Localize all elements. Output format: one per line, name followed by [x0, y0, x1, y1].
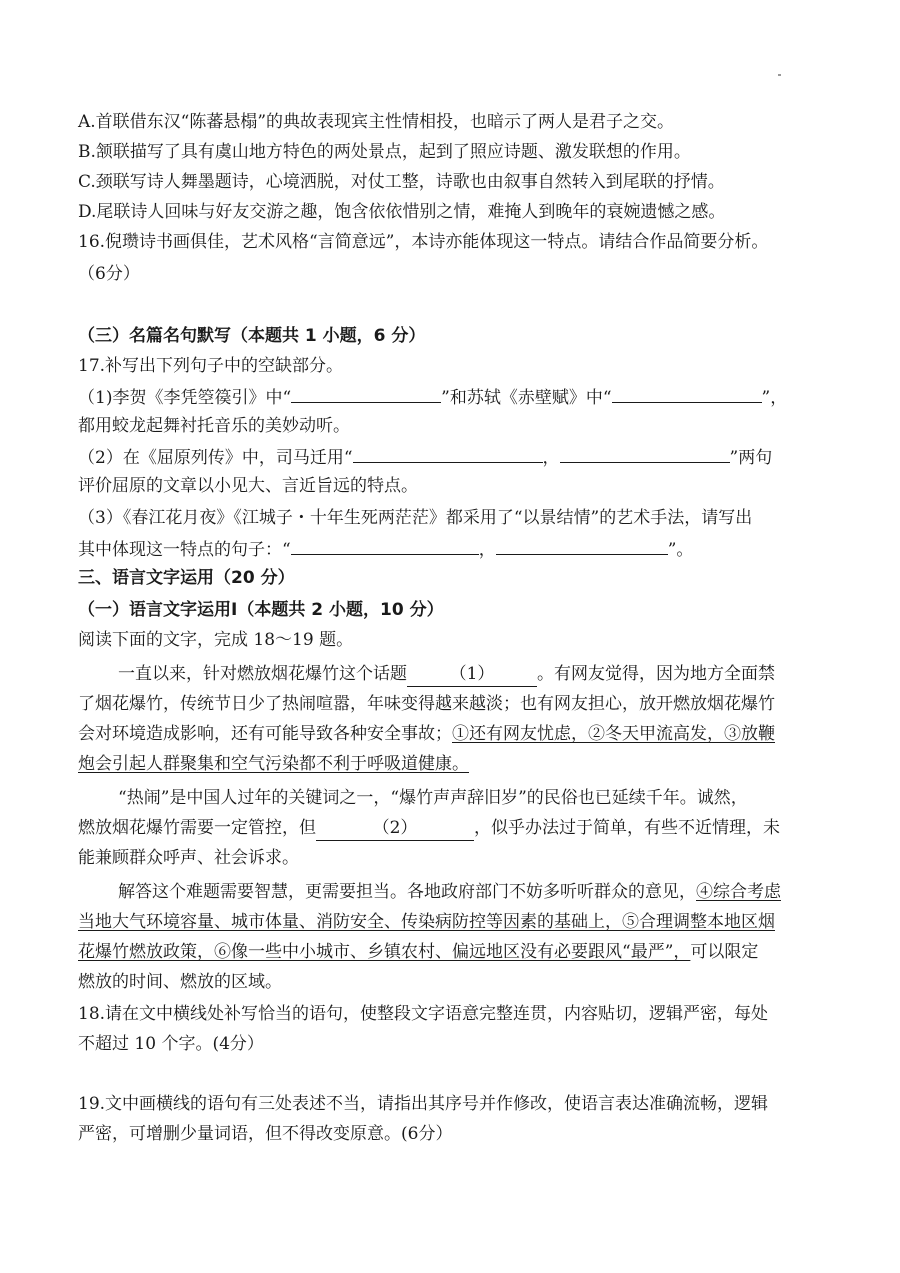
- q17-2-text-c: ”两句: [729, 448, 773, 468]
- option-d: D.尾联诗人回味与好友交游之趣，饱含依依惜别之情，难掩人到晚年的衰婉遗憾之感。: [78, 202, 726, 222]
- underlined-sentence: ①还有网友忧虑，②冬天甲流高发，③放鞭: [452, 724, 775, 744]
- q17-1-text-b: ”和苏轼《赤壁赋》中“: [441, 388, 612, 408]
- q17-2-text-a: （2）在《屈原列传》中，司马迁用“: [78, 448, 353, 468]
- passage-line: 能兼顾群众呼声、社会诉求。: [78, 848, 299, 868]
- passage-line: [118, 662, 863, 687]
- passage-line: [78, 752, 823, 776]
- answer-blank[interactable]: [291, 536, 479, 555]
- q17-1-text-c: ”，: [761, 388, 788, 408]
- passage-line: [118, 880, 863, 904]
- blank-2[interactable]: （2）: [316, 816, 474, 841]
- q17-3-text-d: ”。: [667, 540, 694, 560]
- answer-blank[interactable]: [353, 444, 543, 463]
- passage-text: 燃放烟花爆竹需要一定管控，但: [78, 818, 316, 838]
- question-17-item-3: （3）《春江花月夜》《江城子・十年生死两茫茫》都采用了“以景结情”的艺术手法，请写出: [78, 508, 753, 528]
- section-language-heading: 三、语言文字运用（20 分）: [78, 568, 295, 588]
- question-16-score: （6分）: [78, 264, 140, 284]
- passage-text: 会对环境造成影响，还有可能导致各种安全事故；: [78, 724, 452, 744]
- passage-line: [78, 722, 823, 746]
- question-18: 18.请在文中横线处补写恰当的语句，使整段文字语意完整连贯，内容贴切，逻辑严密，每处: [78, 1004, 769, 1024]
- question-16: 16.倪瓒诗书画俱佳，艺术风格“言简意远”，本诗亦能体现这一特点。请结合作品简要分析。: [78, 232, 769, 252]
- passage-text: 解答这个难题需要智慧，更需要担当。各地政府部门不妨多听听群众的意见，: [118, 882, 696, 902]
- question-17-item-3-cont: [78, 536, 823, 562]
- q17-3-text-c: ，: [478, 540, 496, 560]
- q17-3-text-b: 其中体现这一特点的句子：“: [78, 540, 291, 560]
- scan-dot: [778, 74, 781, 76]
- option-a: A.首联借东汉“陈蕃悬榻”的典故表现宾主性情相投，也暗示了两人是君子之交。: [78, 112, 675, 132]
- passage-text: 可以限定: [690, 942, 759, 962]
- section-recitation-heading: （三）名篇名句默写（本题共 1 小题，6 分）: [78, 326, 426, 346]
- section-language-1-heading: （一）语言文字运用Ⅰ（本题共 2 小题，10 分）: [78, 600, 444, 620]
- answer-blank[interactable]: [612, 384, 762, 403]
- passage-line: [78, 910, 823, 934]
- underlined-sentence: 炮会引起人群聚集和空气污染都不利于呼吸道健康。: [78, 754, 469, 774]
- answer-blank[interactable]: [496, 536, 668, 555]
- question-17-item-2-cont: 评价屈原的文章以小见大、言近旨远的特点。: [78, 476, 418, 496]
- passage-line: [78, 816, 823, 841]
- question-19-cont: 严密，可增删少量词语，但不得改变原意。(6分）: [78, 1124, 453, 1144]
- question-17-item-1: [78, 384, 823, 410]
- question-17-item-1-cont: 都用蛟龙起舞衬托音乐的美妙动听。: [78, 416, 350, 436]
- q17-2-text-b: ，: [542, 448, 560, 468]
- passage-line: “热闹”是中国人过年的关键词之一，“爆竹声声辞旧岁”的民俗也已延续千年。诚然，: [118, 788, 748, 808]
- passage-text: 一直以来，针对燃放烟花爆竹这个话题: [118, 664, 407, 684]
- underlined-sentence: ④综合考虑: [696, 882, 781, 902]
- question-18-cont: 不超过 10 个字。(4分）: [78, 1034, 264, 1054]
- blank-1[interactable]: （1）: [407, 662, 537, 687]
- reading-intro: 阅读下面的文字，完成 18～19 题。: [78, 630, 354, 650]
- underlined-sentence: 当地大气环境容量、城市体量、消防安全、传染病防控等因素的基础上，⑤合理调整本地区烟: [78, 912, 775, 932]
- option-c: C.颈联写诗人舞墨题诗，心境洒脱，对仗工整，诗歌也由叙事自然转入到尾联的抒情。: [78, 172, 725, 192]
- question-17-item-2: [78, 444, 823, 470]
- passage-line: 燃放的时间、燃放的区域。: [78, 972, 282, 992]
- answer-blank[interactable]: [560, 444, 730, 463]
- passage-line: 了烟花爆竹，传统节日少了热闹喧嚣，年味变得越来越淡；也有网友担心，放开燃放烟花爆竹: [78, 694, 775, 714]
- passage-text: 。有网友觉得，因为地方全面禁: [537, 664, 775, 684]
- answer-blank[interactable]: [291, 384, 441, 403]
- question-19: 19.文中画横线的语句有三处表述不当，请指出其序号并作修改，使语言表达准确流畅，逻辑: [78, 1094, 769, 1114]
- option-b: B.颔联描写了具有虞山地方特色的两处景点，起到了照应诗题、激发联想的作用。: [78, 142, 691, 162]
- q17-1-text-a: （1)李贺《李凭箜篌引》中“: [78, 388, 292, 408]
- passage-text: ，似乎办法过于简单，有些不近情理，未: [474, 818, 780, 838]
- underlined-sentence: 花爆竹燃放政策，⑥像一些中小城市、乡镇农村、偏远地区没有必要跟风“最严”，: [78, 942, 691, 962]
- question-17-stem: 17.补写出下列句子中的空缺部分。: [78, 356, 344, 376]
- passage-line: [78, 940, 823, 964]
